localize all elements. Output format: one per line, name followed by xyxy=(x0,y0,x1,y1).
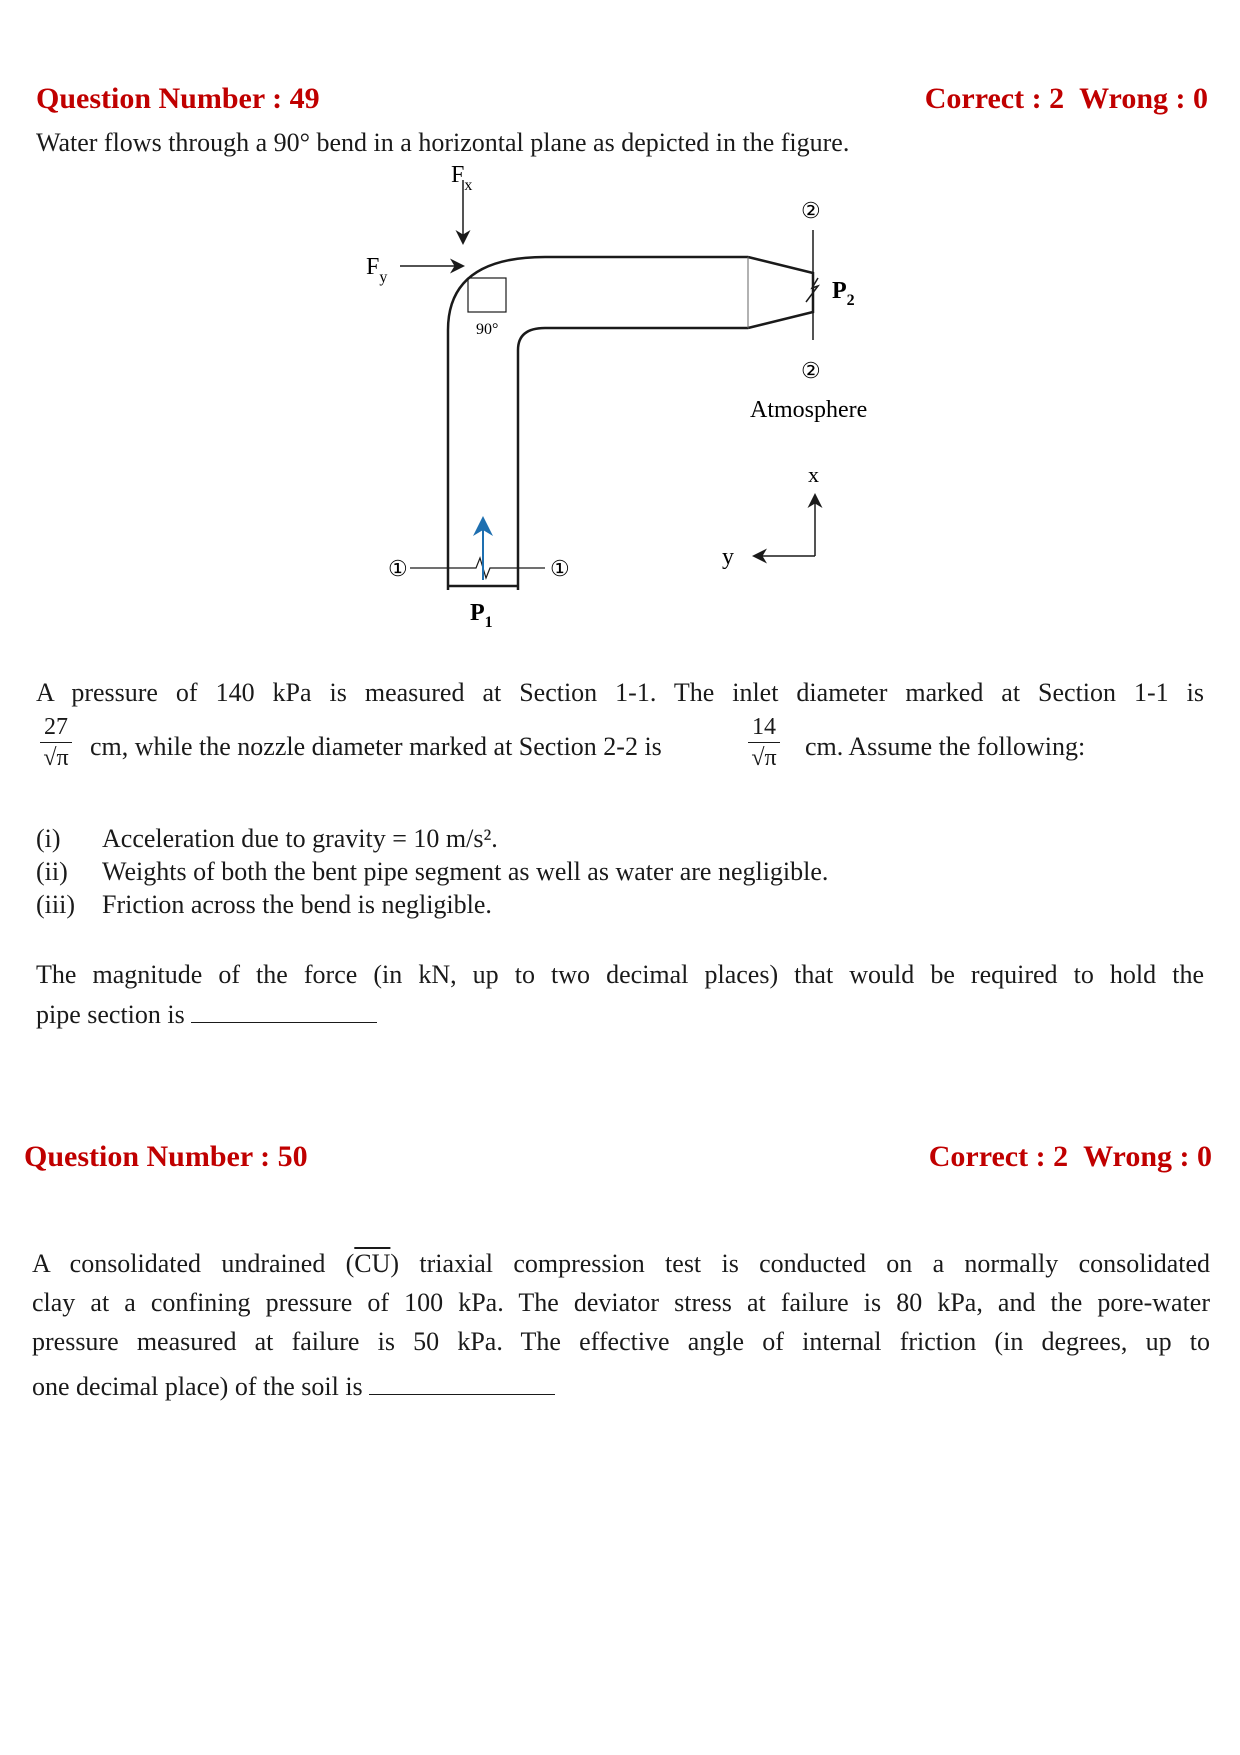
question-number: Question Number : 50 xyxy=(24,1140,308,1173)
angle-label: 90° xyxy=(476,321,499,338)
force-fx-label: $F_x$ xyxy=(451,162,473,194)
correct-marks: Correct : 2 xyxy=(928,1140,1069,1173)
inlet-diameter-fraction: $\frac{27}{√\pi}$ xyxy=(40,712,72,773)
pressure-p2-label: $P_2$ xyxy=(832,278,855,309)
section-2-bottom-marker: ② xyxy=(801,358,821,383)
question-50-line-2: clay at a confining pressure of 100 kPa. The deviator stress at failure is 80 kPa, and the pore-water xyxy=(32,1288,1210,1317)
pipe-bend-figure xyxy=(0,160,1240,640)
question-49-header xyxy=(0,82,1240,122)
section-1-left-marker: ① xyxy=(388,556,408,581)
pressure-p1-label: $P_1$ xyxy=(470,600,493,631)
question-49-prompt-end: pipe section is xyxy=(36,996,377,1034)
nozzle xyxy=(748,257,813,328)
correct-marks: Correct : 2 xyxy=(924,82,1065,115)
right-angle-mark xyxy=(468,278,506,312)
answer-blank xyxy=(191,998,377,1023)
diameter-statement: cm, while the nozzle diameter marked at Section 2-2 is xyxy=(90,732,662,761)
axis-x-label: x xyxy=(808,462,819,487)
axis-y-label: y xyxy=(722,544,734,570)
assume-statement: cm. Assume the following: xyxy=(805,732,1086,761)
score xyxy=(929,1140,1212,1174)
pipe-outer-wall xyxy=(448,257,748,590)
question-50-header xyxy=(0,1140,1240,1180)
question-49-intro: Water flows through a 90° bend in a horizontal plane as depicted in the figure. xyxy=(36,128,850,157)
pressure-statement: A pressure of 140 kPa is measured at Section 1-1. The inlet diameter marked at Section 1-1 is xyxy=(36,678,1204,707)
atmosphere-label: Atmosphere xyxy=(750,397,868,423)
question-50-line-4: one decimal place) of the soil is xyxy=(32,1368,555,1406)
list-item: (i) Acceleration due to gravity = 10 m/s². xyxy=(36,824,498,853)
question-number: Question Number : 49 xyxy=(36,82,320,115)
question-50-line-1: A consolidated undrained $(\overline{CU})$ triaxial compression test is conducted on a normally consolidated xyxy=(32,1249,1210,1278)
pipe-inner-wall xyxy=(518,328,748,590)
section-2-top-marker: ② xyxy=(801,198,821,223)
list-item: (iii) Friction across the bend is negligible. xyxy=(36,890,492,919)
answer-blank xyxy=(369,1370,555,1395)
question-49-prompt: The magnitude of the force (in kN, up to two decimal places) that would be required to hold the xyxy=(36,960,1204,989)
score xyxy=(925,82,1208,116)
force-fy-label: $F_y$ xyxy=(366,254,388,286)
assumption-list xyxy=(36,822,828,921)
question-50-line-3: pressure measured at failure is 50 kPa. The effective angle of internal friction (in degrees, up to xyxy=(32,1327,1210,1356)
section-1-right-marker: ① xyxy=(550,556,570,581)
nozzle-diameter-fraction: $\frac{14}{√\pi}$ xyxy=(748,712,780,773)
wrong-marks: Wrong : 0 xyxy=(1083,1140,1212,1173)
list-item: (ii) Weights of both the bent pipe segment as well as water are negligible. xyxy=(36,857,829,886)
wrong-marks: Wrong : 0 xyxy=(1079,82,1208,115)
